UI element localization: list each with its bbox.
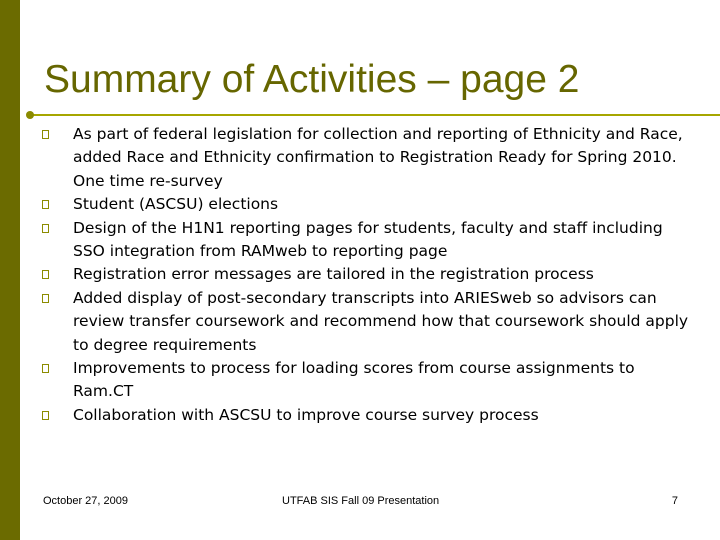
slide-title: Summary of Activities – page 2	[44, 58, 580, 101]
square-bullet-icon	[42, 411, 49, 420]
bullet-item	[40, 404, 690, 427]
square-bullet-icon	[42, 130, 49, 139]
bullet-text: Design of the H1N1 reporting pages for students, faculty and staff including SSO integration from RAMweb to reporting page	[73, 218, 663, 261]
bullet-item	[40, 217, 690, 264]
bullet-item	[40, 287, 690, 357]
bullet-text: Collaboration with ASCSU to improve course survey process	[73, 405, 539, 424]
square-bullet-icon	[42, 294, 49, 303]
bullet-text: Improvements to process for loading scores from course assignments to Ram.CT	[73, 359, 635, 401]
square-bullet-icon	[42, 364, 49, 373]
bullet-item	[40, 123, 690, 193]
bullet-item	[40, 193, 690, 216]
page-number: 7	[671, 495, 678, 507]
square-bullet-icon	[42, 224, 49, 233]
bullet-text: Student (ASCSU) elections	[73, 195, 279, 214]
bullet-text: Registration error messages are tailored in the registration process	[73, 265, 594, 284]
divider-knob	[26, 111, 34, 119]
bullet-item	[40, 263, 690, 286]
left-accent-bar	[0, 0, 20, 540]
footer-presentation-title: UTFAB SIS Fall 09 Presentation	[282, 495, 440, 507]
footer-date: October 27, 2009	[43, 495, 129, 507]
square-bullet-icon	[42, 200, 49, 209]
bullet-item	[40, 357, 690, 404]
title-divider	[30, 114, 720, 116]
bullet-list	[40, 123, 690, 427]
bullet-text: As part of federal legislation for collection and reporting of Ethnicity and Race, added Race and Ethnicity confirmation to Registration Ready for Spring 2010. One time re-survey	[73, 125, 683, 190]
bullet-text: Added display of post-secondary transcripts into ARIESweb so advisors can review transfer coursework and recommend how that coursework should apply to degree requirements	[73, 288, 689, 354]
square-bullet-icon	[42, 270, 49, 279]
